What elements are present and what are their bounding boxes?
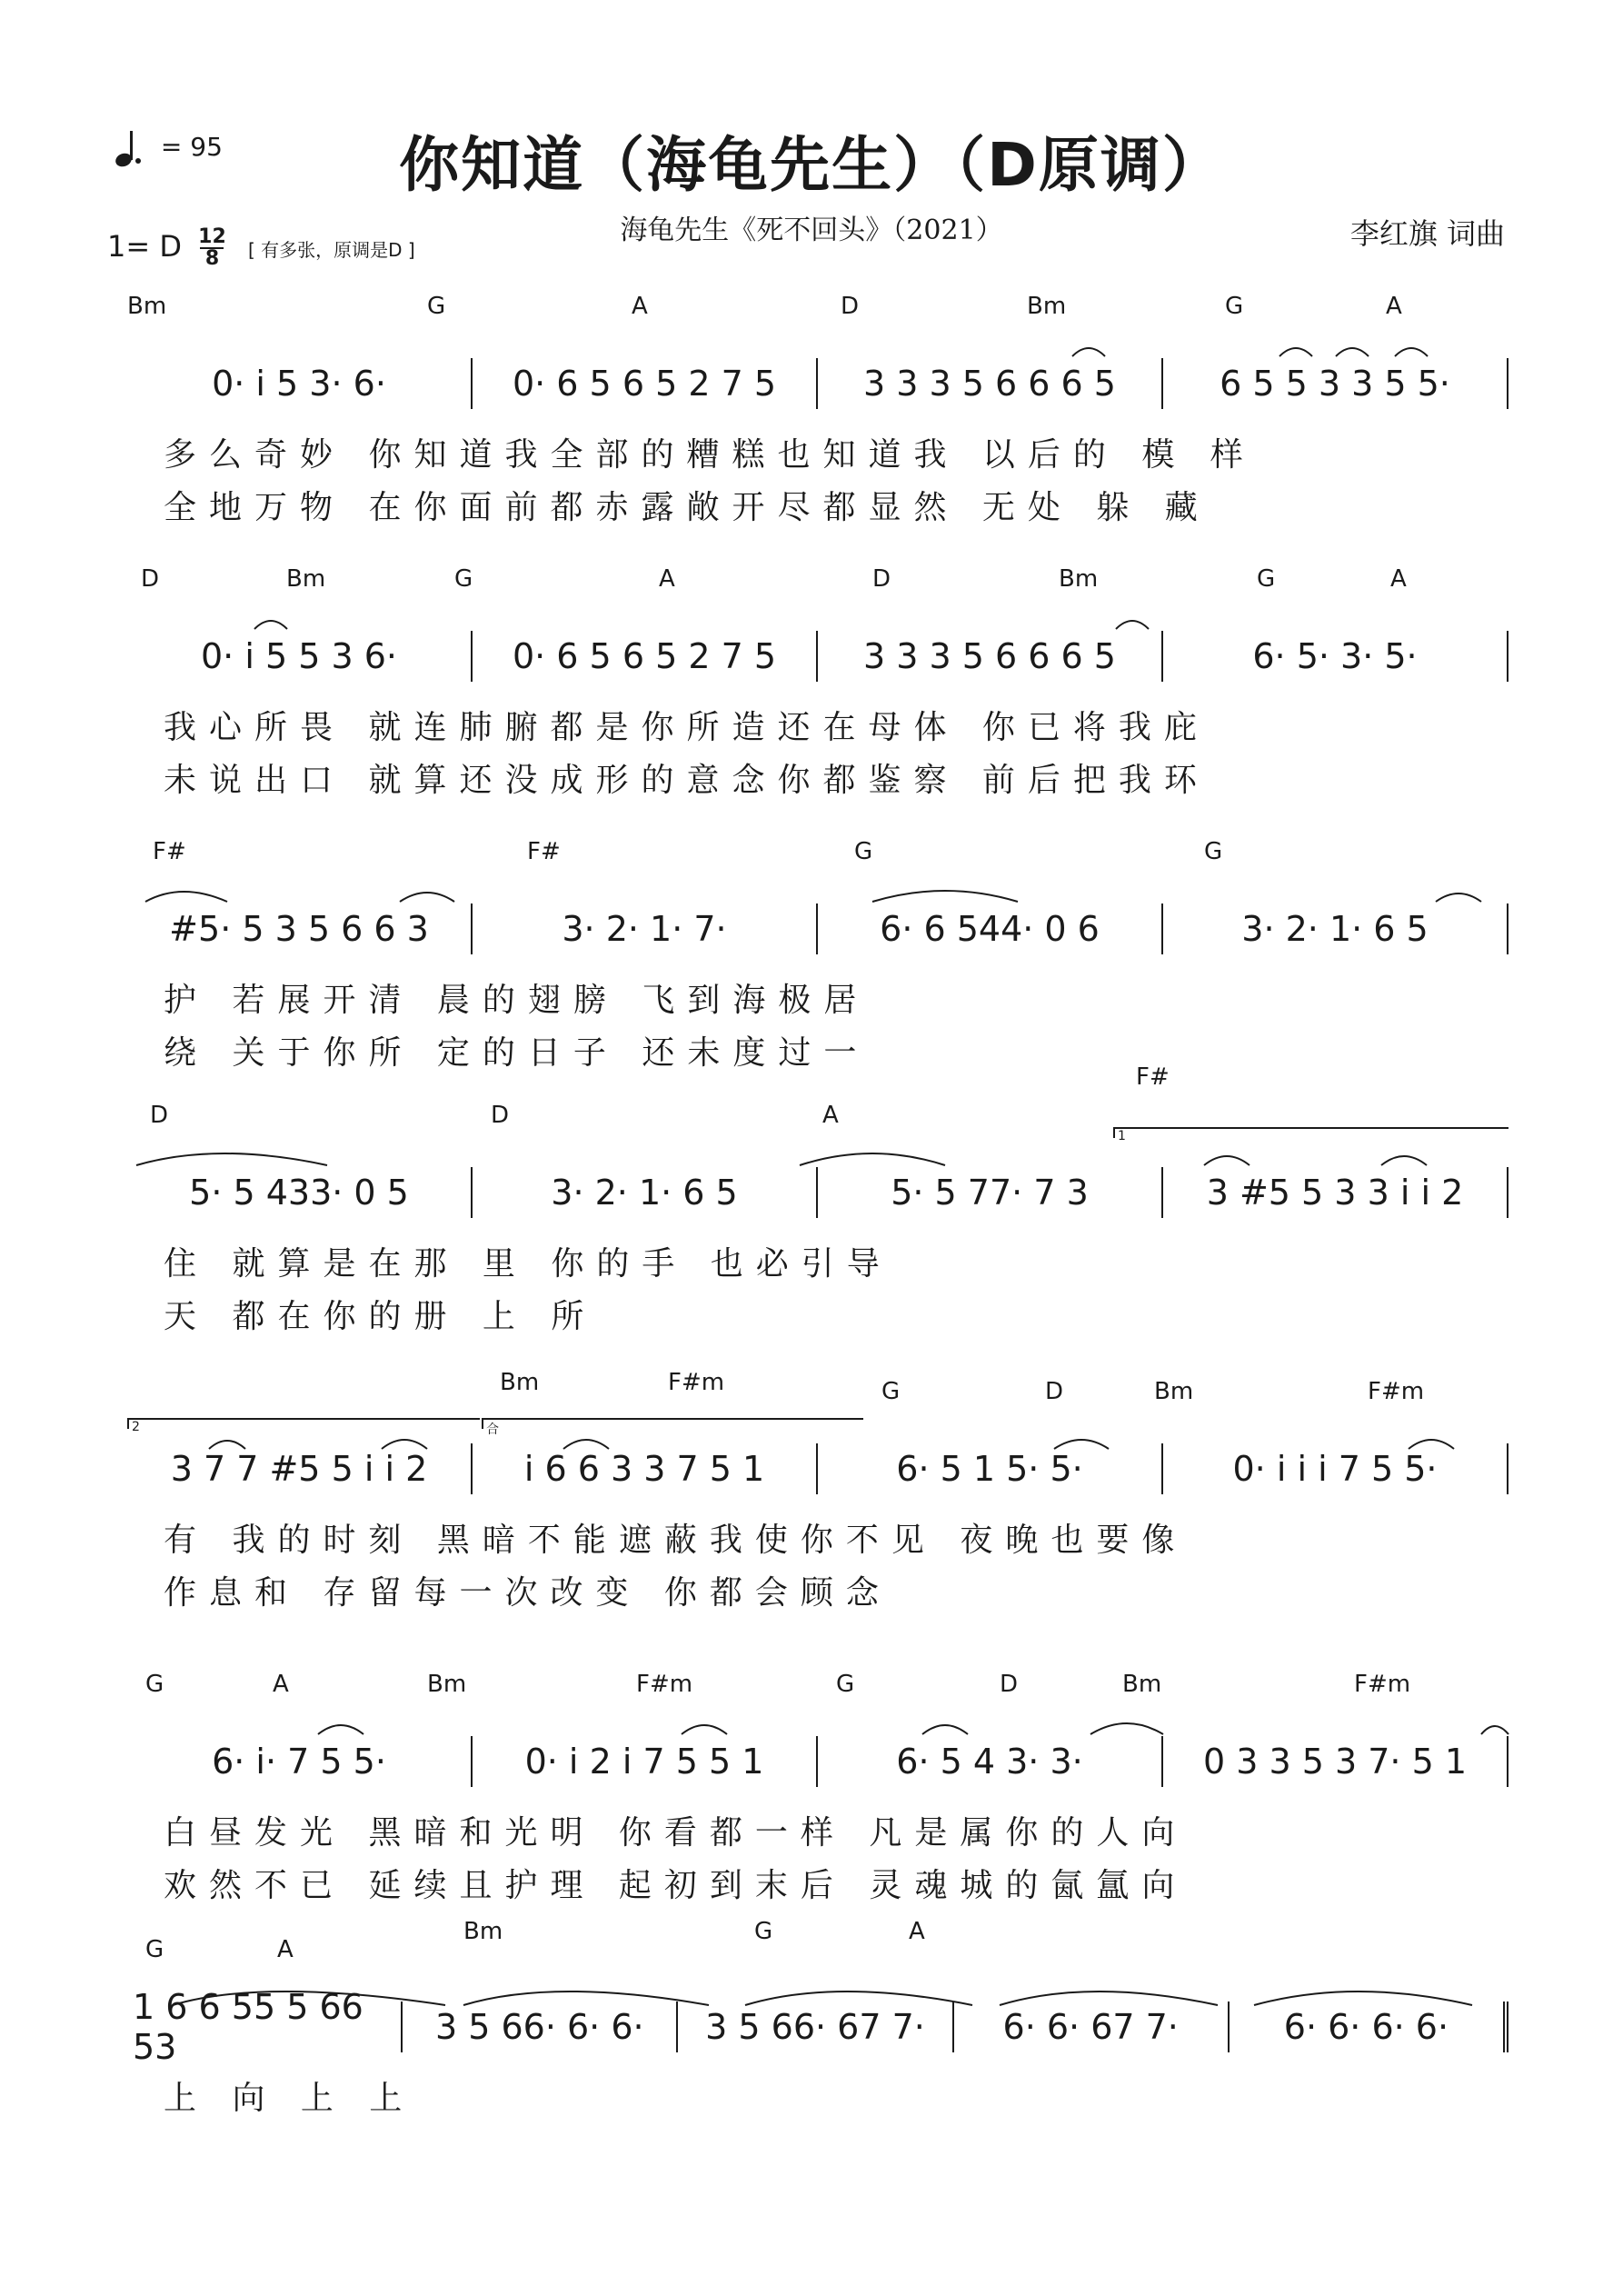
chord-row bbox=[127, 1369, 1508, 1411]
measure: 6· i· 7 5 5· bbox=[127, 1736, 473, 1787]
measure: 0· i i i 7 5 5· bbox=[1163, 1443, 1508, 1494]
measure: 6· 5 1 5· 5· bbox=[818, 1443, 1163, 1494]
chord-symbol: Bm bbox=[1122, 1671, 1162, 1698]
lyric-line-1: 多么奇妙 你知道我全部的糟糕也知道我 以后的 模 样 bbox=[164, 436, 1256, 474]
chord-symbol: D bbox=[872, 565, 891, 593]
chord-symbol: G bbox=[836, 1671, 855, 1698]
measure: 0· i 5 3· 6· bbox=[127, 358, 473, 409]
chord-row bbox=[127, 838, 1508, 871]
lyric-line-1: 上 向 上 上 bbox=[164, 2080, 415, 2117]
chord-row bbox=[127, 1671, 1508, 1703]
chord-symbol: Bm bbox=[1154, 1378, 1194, 1405]
chord-symbol: G bbox=[854, 838, 873, 865]
chord-symbol: G bbox=[145, 1671, 164, 1698]
lyric-line-1: 有 我的时刻 黑暗不能遮蔽我使你不见 夜晚也要像 bbox=[164, 1522, 1188, 1559]
tempo-value: = 95 bbox=[160, 132, 223, 162]
notation-row bbox=[127, 1443, 1508, 1494]
volta-ending-2: 2 bbox=[127, 1418, 480, 1429]
chord-symbol: F# bbox=[1136, 1063, 1170, 1091]
measure: 5· 5 77· 7 3 bbox=[818, 1167, 1163, 1218]
chord-symbol: A bbox=[822, 1102, 839, 1129]
chord-symbol: A bbox=[632, 293, 648, 320]
chord-symbol: G bbox=[454, 565, 473, 593]
measure: i 6 6 3 3 7 5 1 bbox=[473, 1443, 818, 1494]
chord-symbol: F#m bbox=[1354, 1671, 1411, 1698]
chord-symbol: G bbox=[881, 1378, 901, 1405]
chord-symbol: F#m bbox=[668, 1369, 725, 1396]
measure: 5· 5 433· 0 5 bbox=[127, 1167, 473, 1218]
chord-symbol: Bm bbox=[1027, 293, 1067, 320]
measure: 6· 5 4 3· 3· bbox=[818, 1736, 1163, 1787]
measure: 3· 2· 1· 7· bbox=[473, 903, 818, 954]
chord-symbol: G bbox=[1225, 293, 1244, 320]
chord-symbol: Bm bbox=[500, 1369, 540, 1396]
chord-symbol: D bbox=[841, 293, 860, 320]
measure: 3 5 66· 6· 6· bbox=[403, 2002, 678, 2052]
measure: 3 5 66· 67 7· bbox=[678, 2002, 953, 2052]
notation-row bbox=[127, 631, 1508, 682]
measure: 6· 6· 67 7· bbox=[954, 2002, 1230, 2052]
chord-symbol: G bbox=[1204, 838, 1223, 865]
chord-symbol: F#m bbox=[1368, 1378, 1425, 1405]
notation-row bbox=[127, 1987, 1508, 2067]
measure: 6 5 5 3 3 5 5· bbox=[1163, 358, 1508, 409]
time-signature-top: 12 bbox=[198, 225, 226, 248]
lyric-line-1: 我心所畏 就连肺腑都是你所造还在母体 你已将我庇 bbox=[164, 709, 1210, 746]
lyric-line-2: 天 都在你的册 上 所 bbox=[164, 1298, 597, 1335]
chord-symbol: A bbox=[1386, 293, 1402, 320]
chord-symbol: A bbox=[909, 1918, 925, 1945]
composer-credit: 李红旗 词曲 bbox=[1349, 216, 1505, 251]
notation-row bbox=[127, 1167, 1508, 1218]
chord-symbol: F# bbox=[153, 838, 186, 865]
notation-row bbox=[127, 1736, 1508, 1787]
chord-row bbox=[127, 1918, 1508, 1969]
notation-row bbox=[127, 903, 1508, 954]
chord-symbol: D bbox=[141, 565, 160, 593]
measure: 0 3 3 5 3 7· 5 1 bbox=[1163, 1736, 1508, 1787]
measure: 3 3 3 5 6 6 6 5 bbox=[818, 631, 1163, 682]
chord-symbol: D bbox=[1000, 1671, 1019, 1698]
chord-row bbox=[127, 293, 1508, 325]
lyric-line-2: 作息和 存留每一次改变 你都会顾念 bbox=[164, 1574, 891, 1612]
lyric-line-2: 绕 关于你所 定的日子 还未度过一 bbox=[164, 1034, 870, 1072]
key-note: [ 有多张，原调是D ] bbox=[247, 238, 415, 261]
song-title: 你知道（海龟先生）（D原调） bbox=[399, 130, 1224, 200]
chord-symbol: G bbox=[427, 293, 446, 320]
measure: 1 6 6 55 5 66 53 bbox=[127, 2002, 403, 2052]
chord-symbol: Bm bbox=[1059, 565, 1099, 593]
key-signature-line bbox=[107, 227, 415, 269]
lyric-line-2: 全地万物 在你面前都赤露敞开尽都显然 无处 躲 藏 bbox=[164, 489, 1210, 526]
lyric-line-2: 欢然不已 延续且护理 起初到末后 灵魂城的氤氲向 bbox=[164, 1867, 1188, 1904]
chord-symbol: A bbox=[273, 1671, 289, 1698]
chord-symbol: Bm bbox=[463, 1918, 503, 1945]
chord-symbol: Bm bbox=[427, 1671, 467, 1698]
chord-symbol: A bbox=[277, 1936, 294, 1963]
lyric-line-2: 未说出口 就算还没成形的意念你都鉴察 前后把我环 bbox=[164, 762, 1210, 799]
chord-symbol: G bbox=[1257, 565, 1276, 593]
chord-symbol: D bbox=[491, 1102, 510, 1129]
lyric-line-1: 白昼发光 黑暗和光明 你看都一样 凡是属你的人向 bbox=[164, 1814, 1188, 1852]
song-subtitle: 海龟先生《死不回头》（2021） bbox=[620, 215, 1003, 246]
measure: 0· i 5 5 3 6· bbox=[127, 631, 473, 682]
time-signature bbox=[198, 227, 226, 269]
measure: 6· 5· 3· 5· bbox=[1163, 631, 1508, 682]
time-signature-bottom: 8 bbox=[204, 247, 220, 270]
measure: 3 #5 5 3 3 i i 2 bbox=[1163, 1167, 1508, 1218]
notation-row bbox=[127, 358, 1508, 409]
chord-symbol: A bbox=[659, 565, 675, 593]
chord-symbol: G bbox=[145, 1936, 164, 1963]
chord-symbol: F# bbox=[527, 838, 561, 865]
chord-symbol: D bbox=[1045, 1378, 1064, 1405]
measure: 0· i 2 i 7 5 5 1 bbox=[473, 1736, 818, 1787]
key-label: 1= D bbox=[107, 229, 182, 264]
measure: 6· 6· 6· 6· bbox=[1230, 2002, 1508, 2052]
chord-symbol: A bbox=[1390, 565, 1407, 593]
lyric-line-1: 护 若展开清 晨的翅膀 飞到海极居 bbox=[164, 982, 870, 1019]
lyric-line-1: 住 就算是在那 里 你的手 也必引导 bbox=[164, 1245, 892, 1283]
measure: 3 7 7 #5 5 i i 2 bbox=[127, 1443, 473, 1494]
measure: 6· 6 544· 0 6 bbox=[818, 903, 1163, 954]
volta-ending-1: 1 bbox=[1113, 1127, 1508, 1138]
chord-row bbox=[127, 565, 1508, 598]
measure: 0· 6 5 6 5 2 7 5 bbox=[473, 631, 818, 682]
measure: 3· 2· 1· 6 5 bbox=[1163, 903, 1508, 954]
measure: 0· 6 5 6 5 2 7 5 bbox=[473, 358, 818, 409]
chord-symbol: Bm bbox=[127, 293, 167, 320]
volta-ending-combined: 合 bbox=[482, 1418, 863, 1429]
measure: 3· 2· 1· 6 5 bbox=[473, 1167, 818, 1218]
chord-symbol: Bm bbox=[286, 565, 326, 593]
chord-symbol: D bbox=[150, 1102, 169, 1129]
measure: 3 3 3 5 6 6 6 5 bbox=[818, 358, 1163, 409]
chord-symbol: F#m bbox=[636, 1671, 693, 1698]
chord-symbol: G bbox=[754, 1918, 773, 1945]
measure: #5· 5 3 5 6 6 3 bbox=[127, 903, 473, 954]
